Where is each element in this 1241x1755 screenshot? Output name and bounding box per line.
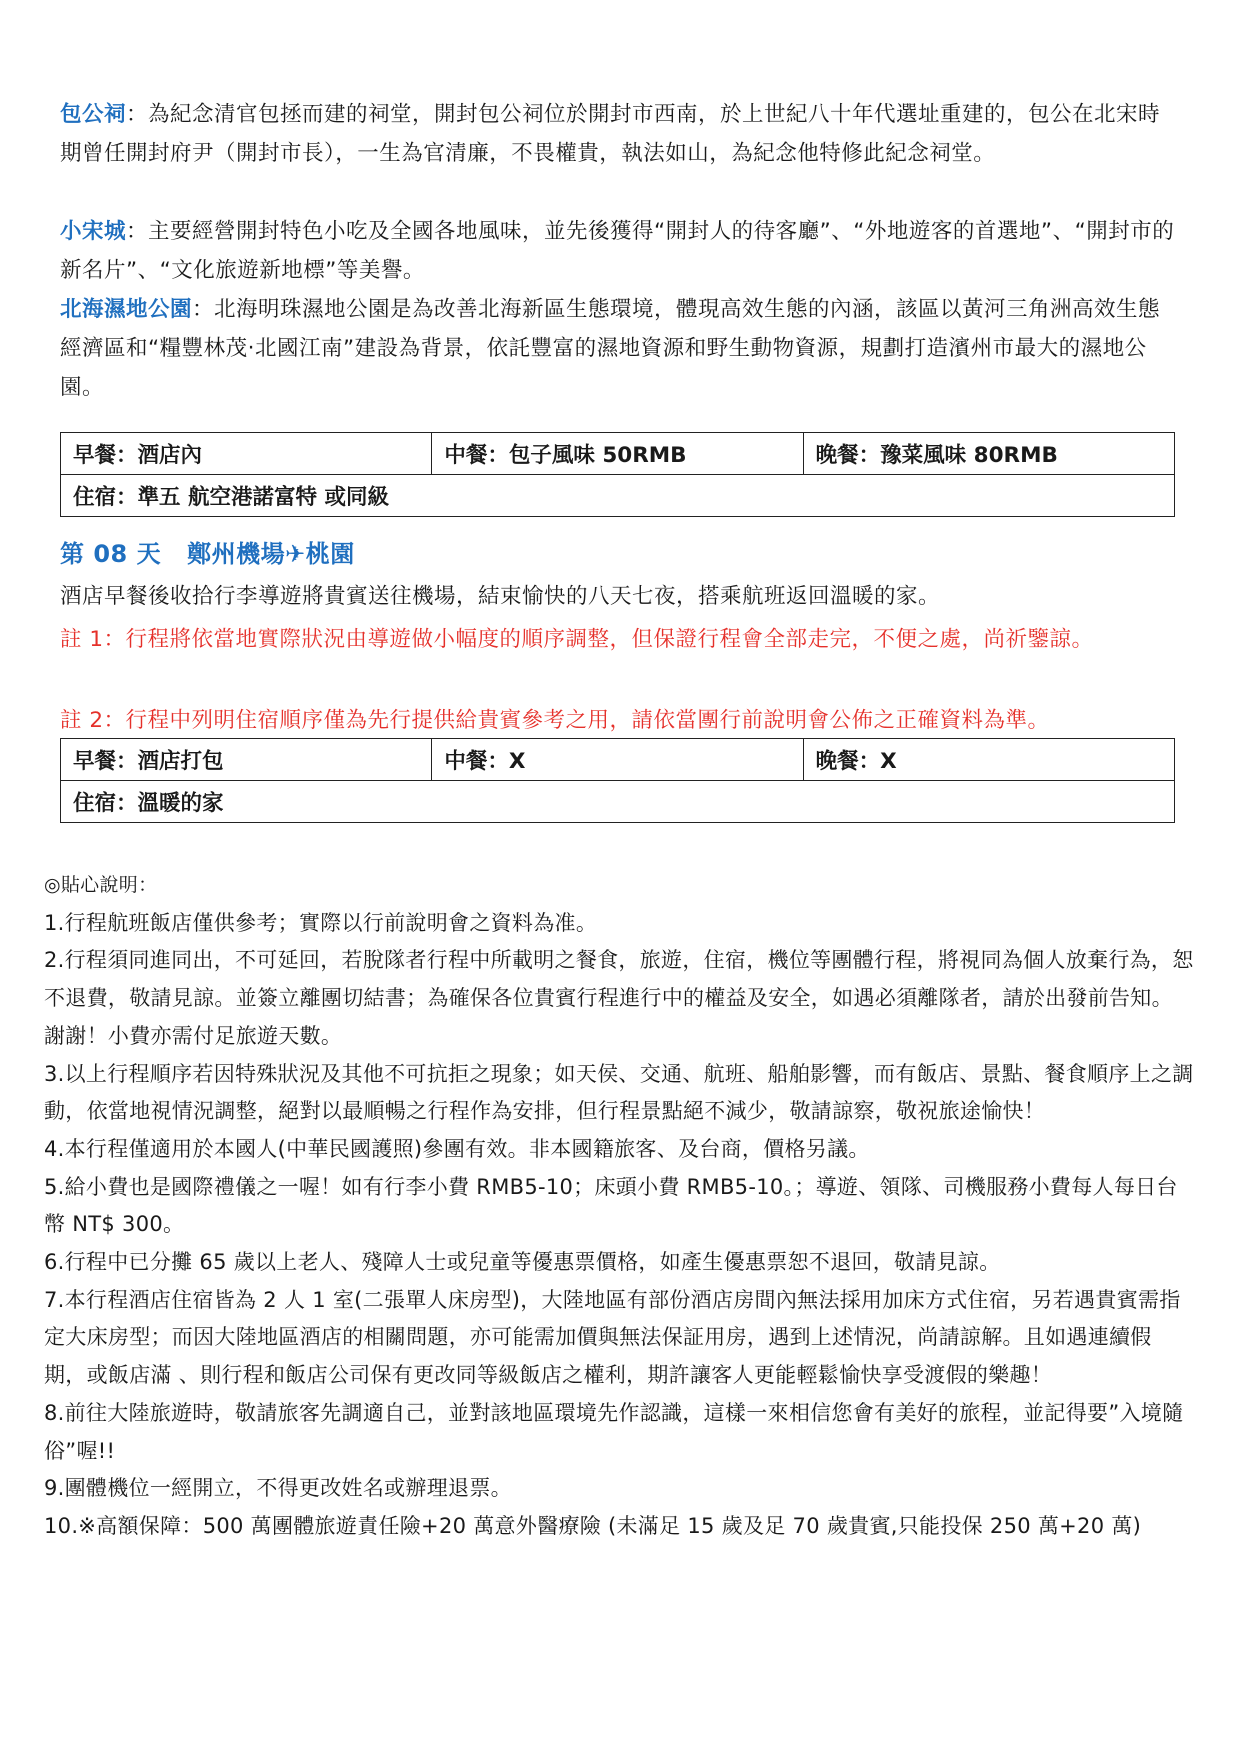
note-item: 9.團體機位一經開立，不得更改姓名或辦理退票。 xyxy=(44,1476,512,1501)
note-2: 註 2：行程中列明住宿順序僅為先行提供給貴賓參考之用，請依當團行前說明會公佈之正確資料為準。 xyxy=(60,708,1050,733)
dinner-cell: 晚餐：豫菜風味 80RMB xyxy=(803,433,1174,475)
attraction-xiaosongcheng xyxy=(60,212,1180,290)
attraction-baogongci xyxy=(60,95,1180,173)
attraction-name: 小宋城 xyxy=(60,219,127,244)
attraction-desc: ：為紀念清官包拯而建的祠堂，開封包公祠位於開封市西南，於上世紀八十年代選址重建的，包公在北宋時期曾任開封府尹（開封市長），一生為官清廉，不畏權貴，執法如山，為紀念他特修此紀念祠堂。 xyxy=(60,102,1161,166)
note-item: 7.本行程酒店住宿皆為 2 人 1 室(二張單人床房型)，大陸地區有部份酒店房間內無法採用加床方式住宿，另若遇貴賓需指定大床房型；而因大陸地區酒店的相關問題，亦可能需加價與無法保証用房，遇到上述情況，尚請諒解。且如遇連續假期，或飯店滿 、則行程和飯店公司保有更改同等級飯店之權利，期許讓客人更能輕鬆愉快享受渡假的樂趣！ xyxy=(44,1287,1181,1388)
attraction-desc: ：主要經營開封特色小吃及全國各地風味，並先後獲得“開封人的待客廳”、“外地遊客的首選地”、“開封市的新名片”、“文化旅遊新地標”等美譽。 xyxy=(60,219,1175,283)
note-item: 4.本行程僅適用於本國人(中華民國護照)參團有效。非本國籍旅客、及台商，價格另議。 xyxy=(44,1136,870,1161)
note-item: 2.行程須同進同出，不可延回，若脫隊者行程中所載明之餐食，旅遊，住宿，機位等團體行程，將視同為個人放棄行為，恕不退費，敬請見諒。並簽立離團切結書；為確保各位貴賓行程進行中的權益及安全，如遇必須離隊者，請於出發前告知。謝謝！小費亦需付足旅遊天數。 xyxy=(44,948,1194,1048)
lodging-cell: 住宿：準五 航空港諾富特 或同級 xyxy=(61,475,1175,517)
day-label: 第 08 天 xyxy=(60,540,162,568)
notes-header: ◎貼心說明： xyxy=(44,874,158,896)
attraction-desc: ：北海明珠濕地公園是為改善北海新區生態環境，體現高效生態的內涵，該區以黃河三角洲高效生態經濟區和“糧豐林茂‧北國江南”建設為背景，依託豐富的濕地資源和野生動物資源，規劃打造濱州市最大的濕地公園。 xyxy=(60,297,1161,400)
attraction-name: 北海濕地公園 xyxy=(60,297,193,322)
note-item: 3.以上行程順序若因特殊狀況及其他不可抗拒之現象；如天侯、交通、航班、船舶影響，而有飯店、景點、餐食順序上之調動，依當地視情況調整，絕對以最順暢之行程作為安排，但行程景點絕不減少，敬請諒察，敬祝旅途愉快！ xyxy=(44,1061,1194,1124)
day-heading xyxy=(60,534,355,569)
attraction-beihai-wetland xyxy=(60,290,1180,407)
note-item: 8.前往大陸旅遊時，敬請旅客先調適自己，並對該地區環境先作認識，這樣一來相信您會有美好的旅程，並記得要”入境隨俗”喔!! xyxy=(44,1400,1184,1463)
lunch-cell: 中餐：X xyxy=(432,739,803,781)
note-item: 5.給小費也是國際禮儀之一喔！如有行李小費 RMB5-10；床頭小費 RMB5-10。；導遊、領隊、司機服務小費每人每日台幣 NT$ 300。 xyxy=(44,1174,1178,1237)
note-item: 10.※高額保障：500 萬團體旅遊責任險+20 萬意外醫療險 (未滿足 15 歲及足 70 歲貴賓,只能投保 250 萬+20 萬) xyxy=(44,1513,1142,1538)
note-item: 1.行程航班飯店僅供參考；實際以行前說明會之資料為准。 xyxy=(44,910,598,935)
note-item: 6.行程中已分攤 65 歲以上老人、殘障人士或兒童等優惠票價格，如產生優惠票恕不退回，敬請見諒。 xyxy=(44,1250,1001,1275)
breakfast-cell: 早餐：酒店打包 xyxy=(61,739,432,781)
lodging-cell: 住宿：溫暖的家 xyxy=(61,781,1175,823)
meal-table-day7 xyxy=(60,432,1175,517)
meal-table-day8 xyxy=(60,738,1175,823)
note-1: 註 1：行程將依當地實際狀況由導遊做小幅度的順序調整，但保證行程會全部走完，不便之處，尚祈鑒諒。 xyxy=(60,627,1094,652)
notes-section xyxy=(44,867,1194,1546)
dinner-cell: 晚餐：X xyxy=(803,739,1174,781)
day-description: 酒店早餐後收拾行李導遊將貴賓送往機場，結束愉快的八天七夜，搭乘航班返回溫暖的家。 xyxy=(60,584,941,609)
day-route: 鄭州機場✈桃園 xyxy=(187,540,355,568)
breakfast-cell: 早餐：酒店內 xyxy=(61,433,432,475)
lunch-cell: 中餐：包子風味 50RMB xyxy=(432,433,803,475)
attraction-name: 包公祠 xyxy=(60,102,127,127)
